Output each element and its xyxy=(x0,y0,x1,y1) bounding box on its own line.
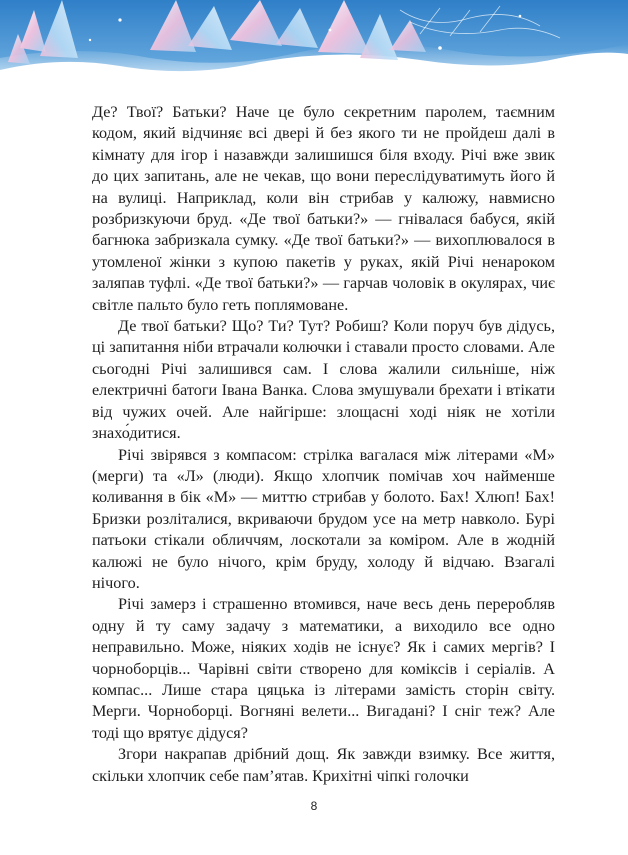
chapter-text xyxy=(92,102,555,787)
ice-crystals-illustration xyxy=(0,0,628,92)
paragraph-2: Де твої батьки? Що? Ти? Тут? Робиш? Коли поруч був дідусь, ці запитання ніби втрачали колючки і ставали просто словами. Але сьогодні Річі залишився сам. І слова жалили сильніше, ніж електричні батоги Івана Ванка. Слова змушували брехати і втікати від чужих очей. Але найгірше: злощасні ході ніяк не хотіли знахо́дитися. xyxy=(92,317,555,443)
paragraph-4: Річі замерз і страшенно втомився, наче весь день переробляв одну й ту саму задачу з математики, а виходило все одно неправильно. Може, ніяких ходів не існує? Як і самих мергів? І чорноборців... Чарівні світи створено для коміксів і серіалів. А компас... Лише стара цяцька із літерами замість сторін світу. Мерги. Чорноборці. Вогняні велети... Вигадані? І сніг теж? Але тоді що врятує дідуся? xyxy=(92,595,555,742)
page-number: 8 xyxy=(310,799,318,813)
paragraph-1: Де? Твої? Батьки? Наче це було секретним паролем, таємним кодом, який відчиняє всі двері й без якого ти не пройдеш далі в кімнату для ігор і назавжди залишишся біля входу. Річі вже звик до цих запитань, але не чекав, що вони переслідуватимуть його й на вулиці. Наприклад, коли він стрибав у калюжу, навмисно розбризкуючи бруд. «Де твої батьки?» — гнівалася бабуся, якій багнюка забризкала сумку. «Де твої батьки?» — вихоплювалося в утомленої жінки з купою пакетів у руках, якій Річі ненароком заляпав туфлі. «Де твої батьки?» — гарчав чоловік в окулярах, чиє світле пальто було геть поплямоване. xyxy=(92,103,555,314)
paragraph-3: Річі звірявся з компасом: стрілка вагалася між літерами «М» (мерги) та «Л» (люди). Якщо хлопчик помічав хоч найменше коливання в бік «М» — миттю стрибав у болото. Бах! Хлюп! Бах! Бризки розліталися, вкриваючи брудом усе на метр навколо. Бурі патьоки стікали обличчям, лоскотали за коміром. Але в жодній калюжі не було нічого, крім бруду, холоду й відчаю. Взагалі нічого. xyxy=(92,445,555,592)
paragraph-5: Згори накрапав дрібний дощ. Як завжди взимку. Все життя, скільки хлопчик себе пам’ятав. Крихітні чіпкі голочки xyxy=(92,745,555,785)
